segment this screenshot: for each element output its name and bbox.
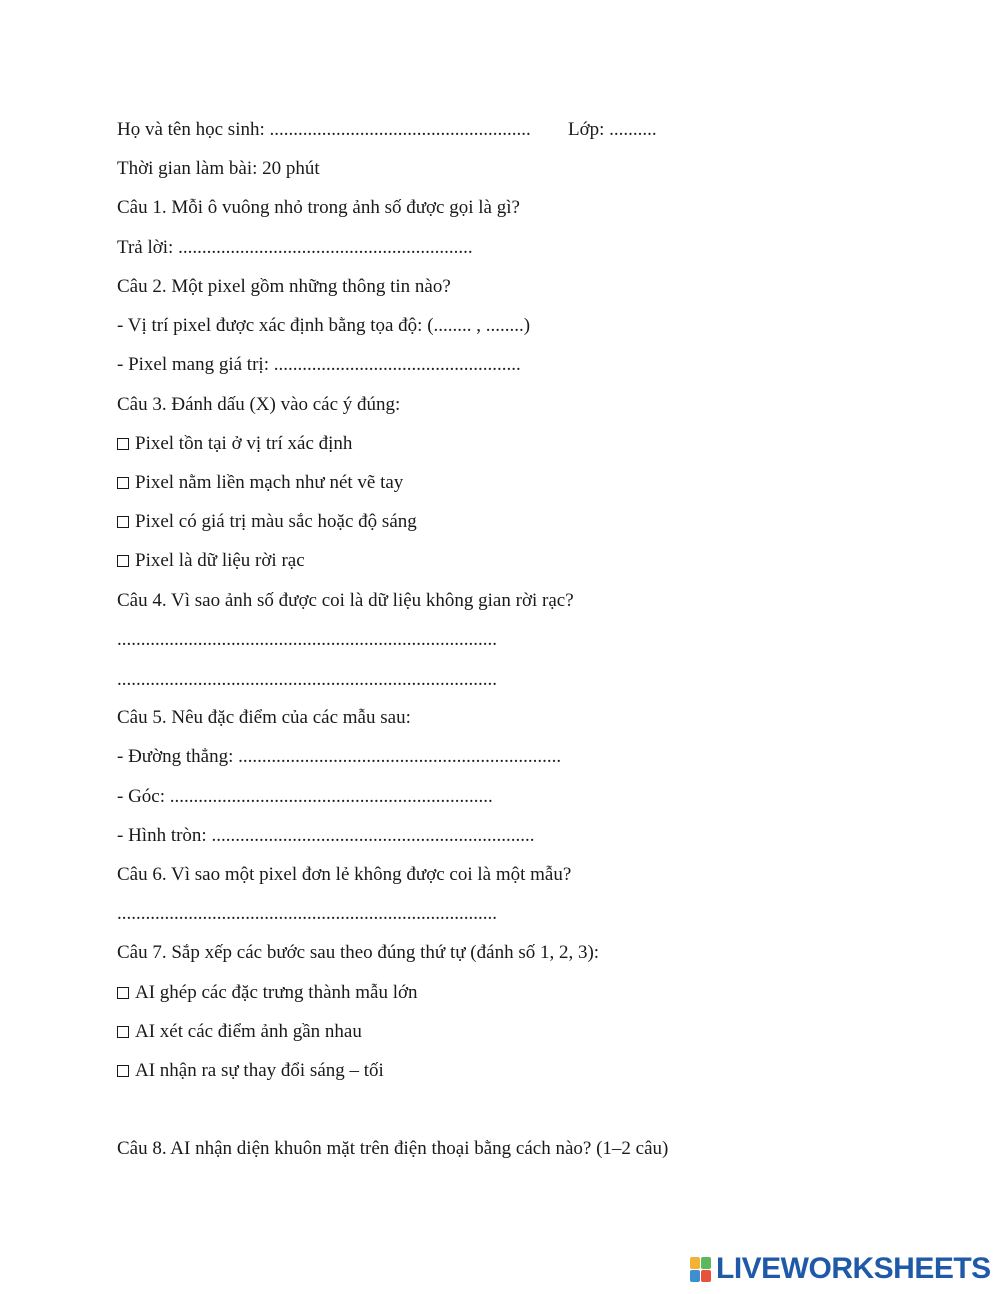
q7-option-1 [117, 981, 418, 1005]
q7-option-label: AI xét các điểm ảnh gần nhau [135, 1021, 362, 1042]
q2-position-line: - Vị trí pixel được xác định bằng tọa độ: (........ , ........) [117, 315, 531, 336]
liveworksheets-logo [690, 1252, 991, 1286]
q5-question: Câu 5. Nêu đặc điểm của các mẫu sau: [117, 707, 411, 728]
q1-answer-line: Trả lời: .............................................................. [117, 237, 473, 258]
q7-option-label: AI nhận ra sự thay đổi sáng – tối [135, 1060, 384, 1081]
q3-option-label: Pixel nằm liền mạch như nét vẽ tay [135, 472, 404, 493]
q4-answer-line-1: ................................................................................ [117, 629, 497, 650]
liveworksheets-logo-icon [690, 1255, 712, 1283]
q3-question: Câu 3. Đánh dấu (X) vào các ý đúng: [117, 394, 401, 415]
q2-value-line: - Pixel mang giá trị: .................................................... [117, 354, 521, 375]
checkbox-icon[interactable] [117, 438, 129, 450]
q4-question: Câu 4. Vì sao ảnh số được coi là dữ liệu không gian rời rạc? [117, 590, 574, 611]
q3-option-3 [117, 510, 417, 534]
q5-line-circle: - Hình tròn: .................................................................... [117, 825, 535, 846]
q3-option-4 [117, 549, 305, 573]
q3-option-1 [117, 432, 352, 456]
q7-option-2 [117, 1020, 362, 1044]
q6-question: Câu 6. Vì sao một pixel đơn lẻ không được coi là một mẫu? [117, 864, 572, 885]
q4-answer-line-2: ................................................................................ [117, 669, 497, 690]
checkbox-icon[interactable] [117, 1065, 129, 1077]
q7-option-3 [117, 1059, 384, 1083]
q3-option-label: Pixel là dữ liệu rời rạc [135, 550, 305, 571]
q3-option-label: Pixel có giá trị màu sắc hoặc độ sáng [135, 511, 417, 532]
q3-option-label: Pixel tồn tại ở vị trí xác định [135, 433, 353, 454]
class-line: Lớp: .......... [568, 119, 657, 140]
q3-option-2 [117, 471, 403, 495]
checkbox-icon[interactable] [117, 987, 129, 999]
time-line: Thời gian làm bài: 20 phút [117, 158, 320, 179]
q6-answer-line: ................................................................................ [117, 903, 497, 924]
checkbox-icon[interactable] [117, 477, 129, 489]
q7-option-label: AI ghép các đặc trưng thành mẫu lớn [135, 982, 418, 1003]
q5-line-angle: - Góc: .................................................................... [117, 786, 493, 807]
liveworksheets-logo-text: LIVEWORKSHEETS [716, 1252, 991, 1285]
q5-line-straight: - Đường thẳng: .................................................................... [117, 746, 562, 767]
checkbox-icon[interactable] [117, 1026, 129, 1038]
q2-question: Câu 2. Một pixel gồm những thông tin nào? [117, 276, 451, 297]
checkbox-icon[interactable] [117, 555, 129, 567]
checkbox-icon[interactable] [117, 516, 129, 528]
student-name-line: Họ và tên học sinh: ....................................................... [117, 119, 531, 140]
q7-question: Câu 7. Sắp xếp các bước sau theo đúng thứ tự (đánh số 1, 2, 3): [117, 942, 600, 963]
q8-question: Câu 8. AI nhận diện khuôn mặt trên điện thoại bằng cách nào? (1–2 câu) [117, 1138, 669, 1159]
q1-question: Câu 1. Mỗi ô vuông nhỏ trong ảnh số được gọi là gì? [117, 197, 520, 218]
